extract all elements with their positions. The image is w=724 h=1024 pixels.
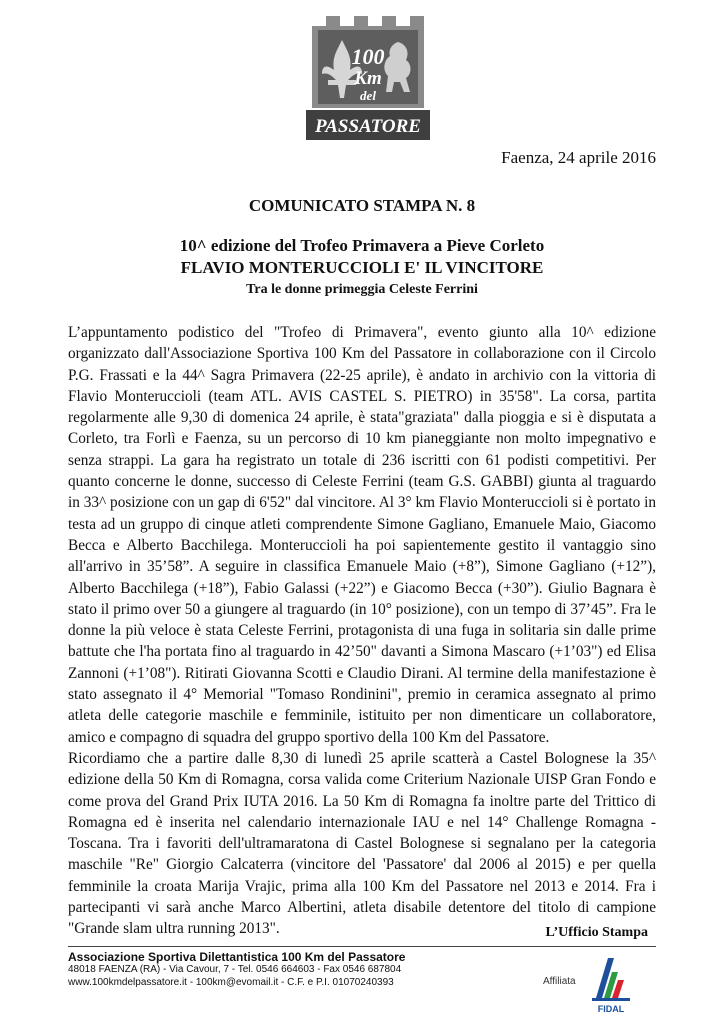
- footer-divider: [68, 946, 656, 947]
- winner-headline: FLAVIO MONTERUCCIOLI E' IL VINCITORE: [180, 258, 544, 277]
- svg-text:100: 100: [351, 44, 385, 69]
- signature: L’Ufficio Stampa: [545, 925, 648, 940]
- fidal-logo: [588, 952, 634, 1016]
- affiliation-label: Affiliata: [543, 976, 576, 987]
- footer: [68, 950, 405, 989]
- document-date: Faenza, 24 aprile 2016: [501, 148, 656, 167]
- logo-graphic: [306, 14, 430, 142]
- svg-text:del: del: [360, 88, 376, 103]
- passatore-logo: [306, 14, 430, 142]
- press-release-number: COMUNICATO STAMPA N. 8: [248, 196, 476, 215]
- event-title: 10^ edizione del Trofeo Primavera a Pieve Corleto: [179, 236, 545, 255]
- footer-contacts: www.100kmdelpassatore.it - 100km@evomail.it - C.F. e P.I. 01070240393: [68, 976, 394, 988]
- paragraph: L’appuntamento podistico del "Trofeo di Primavera", evento giunto alla 10^ edizione organizzato dall'Associazione Sportiva 100 Km del Passatore in collaborazione con il Circolo P.G. Frassati e la 44^ Sagra Primavera (22-25 aprile), è andato in archivio con la vittoria di Flavio Monteruccioli (team ATL. AVIS CASTEL S. PIETRO) in 35'58". La corsa, partita regolarmente alle 9,30 di domenica 24 aprile, è stata"graziata" dalla pioggia e si è disputata a Corleto, tra Forlì e Faenza, su un percorso di 10 km pianeggiante non molto impegnativo e senza strappi. La gara ha registrato un totale di 236 iscritti con 61 podisti competitivi. Per quanto concerne le donne, successo di Celeste Ferrini (team G.S. GABBI) giunta al traguardo in 33^ posizione con un gap di 6'52" dal vincitore. Al 3° km Flavio Monteruccioli si è portato in testa ad un gruppo di cinque atleti comprendente Simone Gagliano, Emanuele Maio, Giacomo Becca e Alberto Bacchilega. Monteruccioli ha poi sapientemente gestito il vantaggio sino all'arrivo in 35’58”. A seguire in classifica Emanuele Maio (+8”), Simone Gagliano (+12”), Alberto Bacchilega (+18”), Fabio Galassi (+22”) e Giacomo Becca (+30”). Giulio Bagnara è stato il primo over 50 a giungere al traguardo (in 10° posizione), con un tempo di 37’45”. Fra le donne la più veloce è stata Celeste Ferrini, protagonista di una fuga in solitaria sin dalle prime battute che l'ha portata fino al traguardo in 42’50" davanti a Simona Mascaro (+1’03") ed Elisa Zannoni (+1’08"). Ritirati Giovanna Scotti e Claudio Dirani. Al termine della manifestazione è stato assegnato il 4° Memorial "Tomaso Rondinini", premio in ceramica assegnato al primo atleta delle categorie maschile e femminile, istituito per non dimenticare un collaboratore, amico e compagno di squadra del gruppo sportivo della 100 Km del Passatore.: [68, 324, 656, 746]
- paragraph: Ricordiamo che a partire dalle 8,30 di lunedì 25 aprile scatterà a Castel Bolognese la 35^ edizione della 50 Km di Romagna, corsa valida come Criterium Nazionale UISP Gran Fondo e come prova del Grand Prix IUTA 2016. La 50 Km di Romagna fa inoltre parte del Trittico di Romagna ed è inserita nel calendario internazionale IAU e nel 14° Challenge Romagna - Toscana. Tra i favoriti dell'ultramaratona di Castel Bolognese si segnalano per la categoria maschile "Re" Giorgio Calcaterra (vincitore del 'Passatore' dal 2006 al 2015) e per quella femminile la croata Marija Vrajic, prima alla 100 Km del Passatore nel 2013 e 2014. Fra i partecipanti vi sarà anche Marco Albertini, atleta disabile detentore del titolo di campione "Grande slam ultra running 2013".: [68, 749, 656, 938]
- svg-text:Km: Km: [354, 68, 382, 89]
- footer-organization: Associazione Sportiva Dilettantistica 100 Km del Passatore: [68, 950, 406, 964]
- svg-text:PASSATORE: PASSATORE: [315, 116, 421, 137]
- subtitle: Tra le donne primeggia Celeste Ferrini: [246, 282, 478, 297]
- fidal-icon: [588, 952, 634, 1016]
- svg-text:FIDAL: FIDAL: [597, 1004, 625, 1014]
- article-body: [68, 322, 656, 940]
- footer-address: 48018 FAENZA (RA) - Via Cavour, 7 - Tel. 0546 664603 - Fax 0546 687804: [68, 964, 402, 975]
